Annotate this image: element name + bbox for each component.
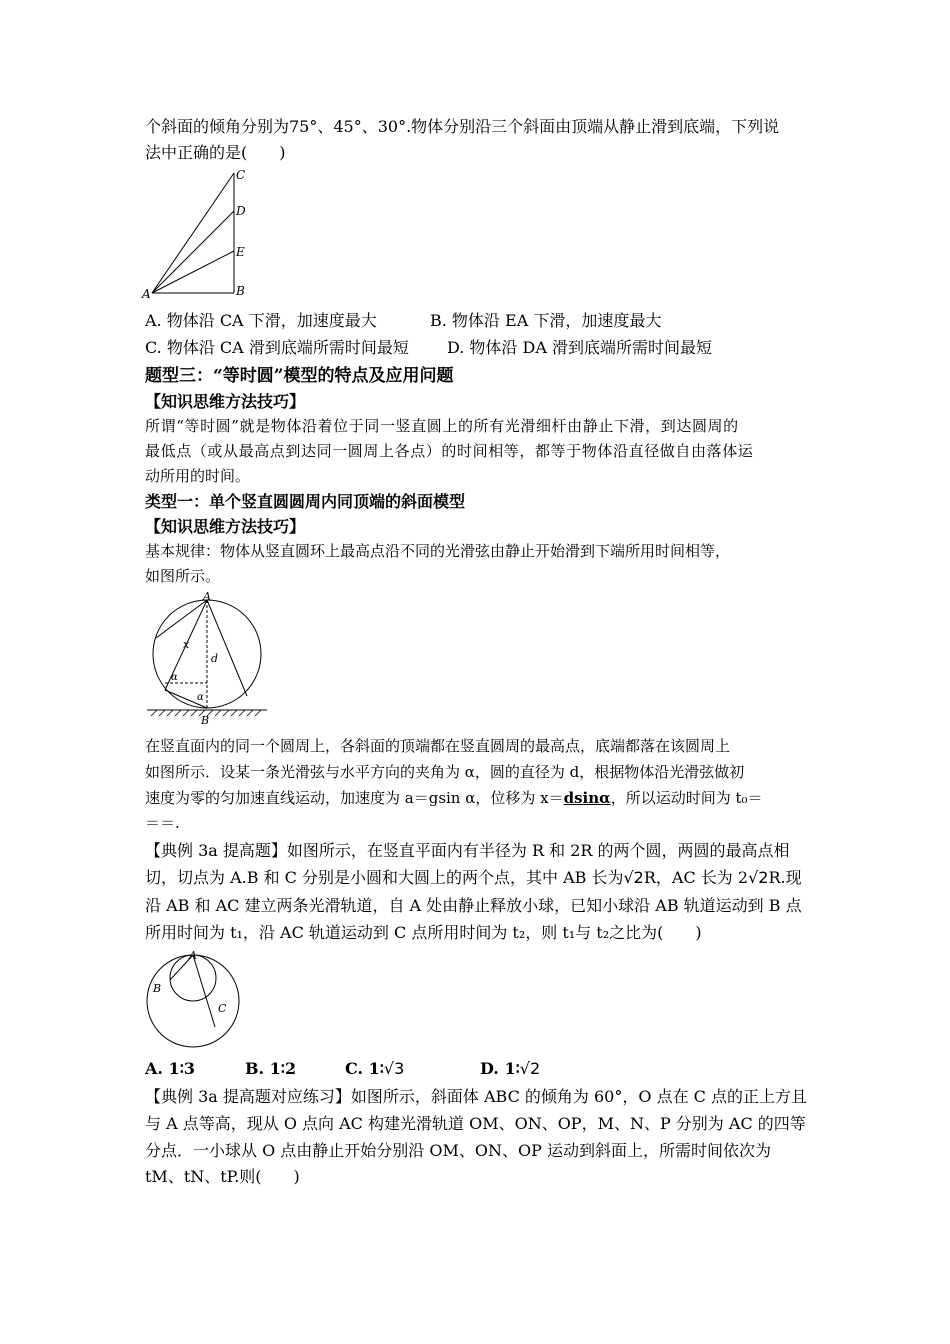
practice-text-line: 分点．一小球从 O 点由静止开始分别沿 OM、ON、OP 运动到斜面上，所需时间依次为 <box>145 1141 771 1160</box>
subtype-heading: 类型一：单个竖直圆圆周内同顶端的斜面模型 <box>145 492 466 511</box>
option-a: A. 1∶3 <box>145 1059 195 1078</box>
paragraph-line: 在竖直面内的同一个圆周上，各斜面的顶端都在竖直圆周的最高点，底端都落在该圆周上 <box>145 737 731 755</box>
label-B: B <box>153 982 162 995</box>
label-D: D <box>236 204 246 218</box>
option-a: A. 物体沿 CA 下滑，加速度最大 <box>145 311 377 330</box>
paragraph-line <box>145 787 763 809</box>
label-C: C <box>236 168 246 182</box>
text-segment: R.现 <box>768 868 802 887</box>
paragraph-line: ＝＝. <box>145 814 180 832</box>
paragraph-line: 基本规律：物体从竖直圆环上最高点沿不同的光滑弦由静止开始滑到下端所用时间相等， <box>145 542 731 560</box>
paragraph-line: 动所用的时间。 <box>145 467 251 485</box>
option-c: C. 物体沿 CA 滑到底端所需时间最短 <box>145 338 409 357</box>
incline-triangle-figure <box>140 165 260 303</box>
label-A: A <box>142 287 151 301</box>
text-segment: 切，切点为 A.B 和 C 分别是小圆和大圆上的两个点，其中 AB 长为 <box>145 868 624 887</box>
example-text-line: 所用时间为 t₁，沿 AC 轨道运动到 C 点所用时间为 t₂，则 t₁与 t₂之比为( ) <box>145 923 702 942</box>
label-A: A <box>189 949 197 962</box>
underlined-formula: dsinα <box>563 789 611 807</box>
label-x: x <box>183 638 190 651</box>
label-alpha: α <box>197 692 204 703</box>
label-B: B <box>201 714 210 727</box>
practice-text-line: tM、tN、tP.则( ) <box>145 1167 300 1186</box>
option-d <box>480 1058 540 1080</box>
two-circles-figure <box>143 947 243 1051</box>
option-b: B. 物体沿 EA 下滑，加速度最大 <box>430 311 662 330</box>
question-text-line: 法中正确的是( ) <box>145 143 286 162</box>
label-E: E <box>236 245 245 259</box>
example-text-line: 沿 AB 和 AC 建立两条光滑轨道，自 A 处由静止释放小球，已知小球沿 AB 轨道运动到 B 点 <box>145 896 802 915</box>
option-b: B. 1∶2 <box>245 1059 297 1078</box>
text-segment: 速度为零的匀加速直线运动，加速度为 a＝gsin α，位移为 x＝ <box>145 789 564 807</box>
sqrt-symbol: √2 <box>623 868 644 887</box>
practice-text-line: 【典例 3a 提高题对应练习】如图所示，斜面体 ABC 的倾角为 60°，O 点在 C 点的正上方且 <box>145 1087 807 1106</box>
sqrt-symbol: √3 <box>383 1059 405 1078</box>
paragraph-line: 最低点（或从最高点到达同一圆周上各点）的时间相等，都等于物体沿直径做自由落体运 <box>145 442 754 460</box>
text-segment: D. 1∶ <box>480 1059 520 1078</box>
method-tip-heading: 【知识思维方法技巧】 <box>145 392 306 411</box>
equal-time-circle-figure <box>143 592 271 730</box>
sqrt-symbol: √2 <box>748 868 769 887</box>
label-d: d <box>211 652 219 665</box>
practice-text-line: 与 A 点等高，现从 O 点向 AC 构建光滑轨道 OM、ON、OP，M、N、P 分别为 AC 的四等 <box>145 1114 806 1133</box>
example-text-line <box>145 867 802 889</box>
example-text-line: 【典例 3a 提高题】如图所示，在竖直平面内有半径为 R 和 2R 的两个圆，两圆的最高点相 <box>145 841 790 860</box>
paragraph-line: 如图所示。 <box>145 567 221 585</box>
text-segment: R，AC 长为 2 <box>643 868 749 887</box>
paragraph-line: 如图所示．设某一条光滑弦与水平方向的夹角为 α，圆的直径为 d，根据物体沿光滑弦做初 <box>145 763 745 781</box>
option-c <box>345 1058 404 1080</box>
paragraph-line: 所谓“等时圆”就是物体沿着位于同一竖直圆上的所有光滑细杆由静止下滑，到达圆周的 <box>145 417 739 435</box>
text-segment: C. 1∶ <box>345 1059 384 1078</box>
label-A: A <box>203 592 211 603</box>
text-segment: ，所以运动时间为 t₀＝ <box>610 789 763 807</box>
label-C: C <box>218 1002 227 1015</box>
question-text-line: 个斜面的倾角分别为75°、45°、30°.物体分别沿三个斜面由顶端从静止滑到底端，下列说 <box>145 117 780 136</box>
label-B: B <box>236 284 245 298</box>
label-alpha: α <box>171 672 178 683</box>
section-title: 题型三：“等时圆”模型的特点及应用问题 <box>145 366 454 386</box>
option-d: D. 物体沿 DA 滑到底端所需时间最短 <box>447 338 712 357</box>
method-tip-heading: 【知识思维方法技巧】 <box>145 517 306 536</box>
sqrt-symbol: √2 <box>519 1059 541 1078</box>
